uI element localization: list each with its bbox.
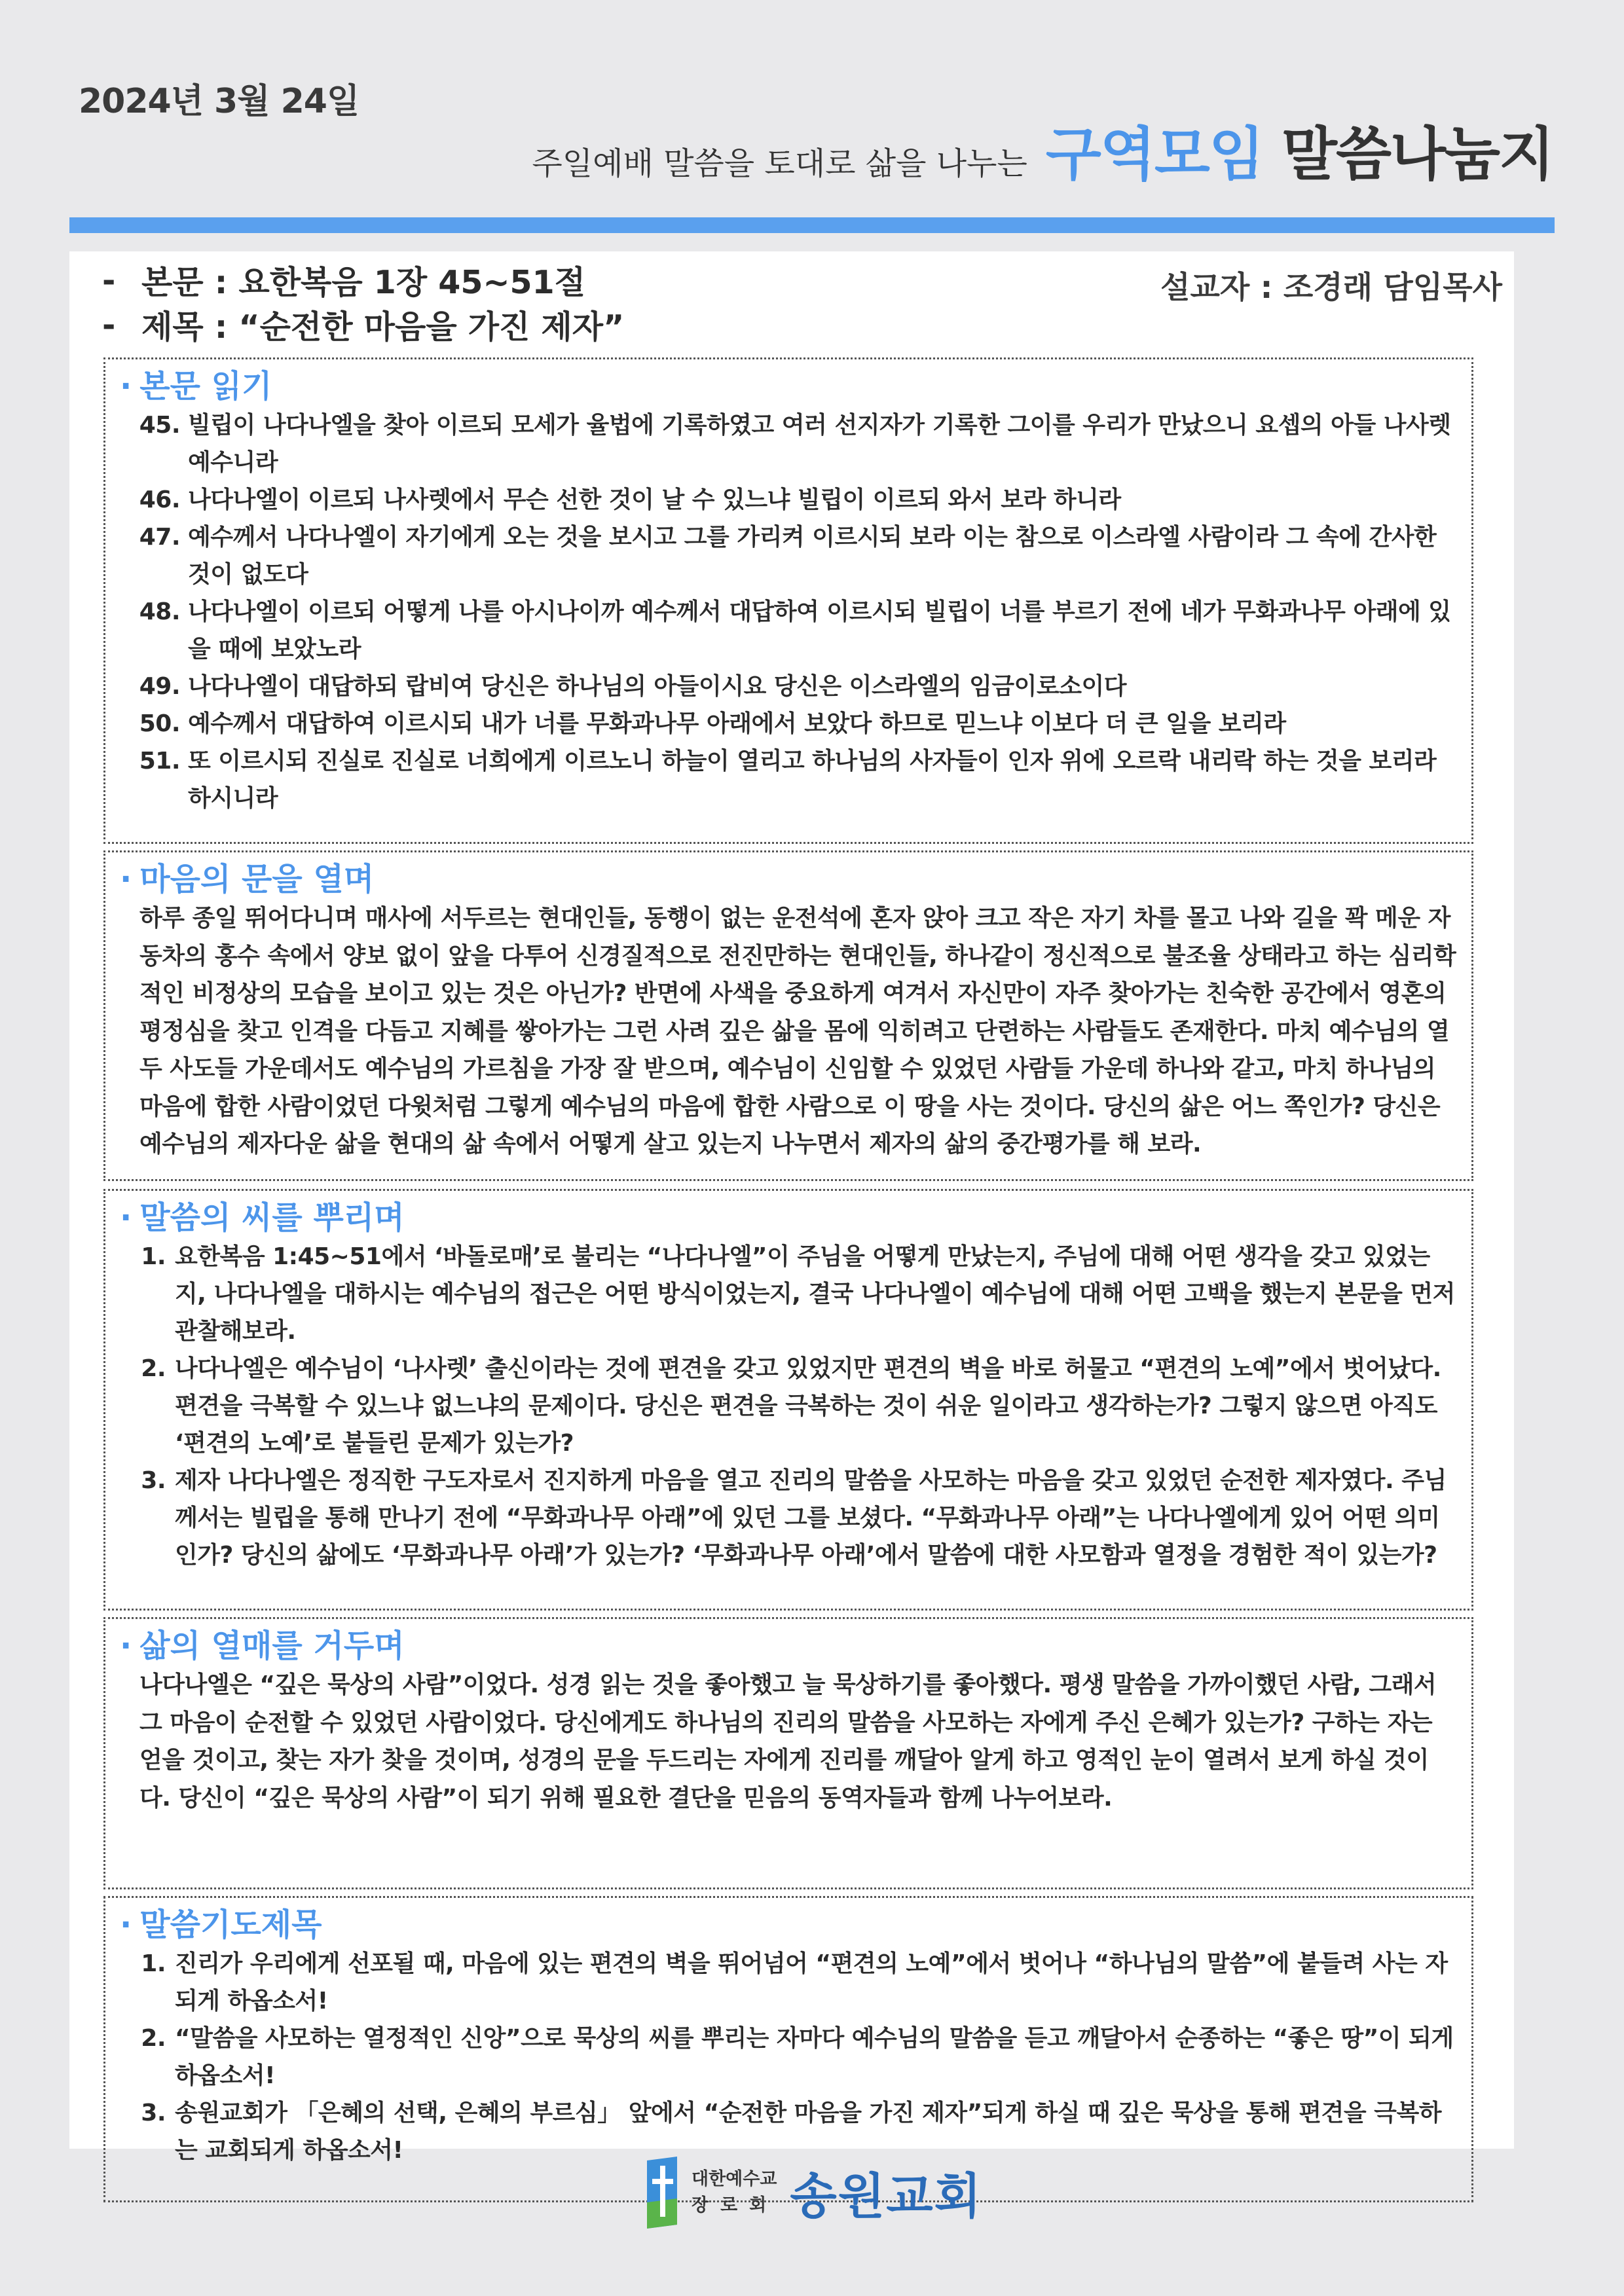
denomination-label (692, 2166, 778, 2219)
item-number: 1. (141, 1950, 166, 1977)
jemok-text: 제목 : “순전한 마음을 가진 제자” (141, 308, 625, 346)
section-heading-text: 삶의 열매를 거두며 (139, 1628, 405, 1664)
cross-logo-icon (644, 2157, 680, 2229)
verse-number: 46. (139, 486, 180, 513)
item-number: 2. (141, 1355, 166, 1382)
section-heading-text: 말씀기도제목 (139, 1906, 322, 1943)
verse-number: 49. (139, 673, 180, 700)
section-heading-text: 말씀의 씨를 뿌리며 (139, 1199, 405, 1236)
fruit-text: 나다나엘은 “깊은 묵상의 사람”이었다. 성경 읽는 것을 좋아했고 늘 묵상하기를 좋아했다. 평생 말씀을 가까이했던 사람, 그래서 그 마음이 순전할 수 있었던 사람이었다. 당신에게도 하나님의 진리의 말씀을 사모하는 자에게 주신 은혜가 있는가? 구하는 자는 얻을 것이고, 찾는 자가 찾을 것이며, 성경의 문을 두드리는 자에게 진리를 깨달아 알게 하고 영적인 눈이 열려서 보게 하실 것이다. 당신이 “깊은 묵상의 사람”이 되기 위해 필요한 결단을 믿음의 동역자들과 함께 나누어보라. (139, 1671, 1437, 1812)
verse-number: 50. (139, 710, 180, 737)
verse-text: 나다나엘이 이르되 나사렛에서 무슨 선한 것이 날 수 있느냐 빌립이 이르되 와서 보라 하니라 (188, 486, 1121, 513)
list-item (120, 668, 1460, 705)
section-reading (103, 357, 1473, 844)
list-item (120, 1945, 1460, 2020)
item-text: 진리가 우리에게 선포될 때, 마음에 있는 편견의 벽을 뛰어넘어 “편견의 노예”에서 벗어나 “하나님의 말씀”에 붙들려 사는 자 되게 하옵소서! (175, 1950, 1448, 2014)
item-text: 요한복음 1:45~51에서 ‘바돌로매’로 불리는 “나다나엘”이 주님을 어떻게 만났는지, 주님에 대해 어떤 생각을 갖고 있었는지, 나다나엘을 대하시는 예수님의 접근은 어떤 방식이었는지, 결국 나다나엘이 예수님에 대해 어떤 고백을 했는지 본문을 먼저 관찰해보라. (175, 1243, 1455, 1345)
bullet-dot-icon: · (120, 1628, 132, 1664)
verse-text: 나다나엘이 이르되 어떻게 나를 아시나이까 예수께서 대답하여 이르시되 빌립이 너를 부르기 전에 네가 무화과나무 아래에 있을 때에 보았노라 (188, 598, 1451, 663)
bonmun-line (102, 258, 624, 302)
bullet-dot-icon: · (120, 1199, 132, 1236)
title-highlight: 구역모임 (1045, 120, 1263, 188)
title-main: 말씀나눔지 (1281, 120, 1553, 188)
bullet-dot-icon: · (120, 1906, 132, 1943)
verse-text: 예수께서 나다나엘이 자기에게 오는 것을 보시고 그를 가리켜 이르시되 보라 이는 참으로 이스라엘 사람이라 그 속에 간사한 것이 없도다 (188, 524, 1437, 588)
denomination-line2: 장로회 (692, 2195, 779, 2215)
list-item (120, 481, 1460, 519)
bonmun-text: 본문 : 요한복음 1장 45~51절 (141, 264, 586, 301)
item-text: 송원교회가 「은혜의 선택, 은혜의 부르심」 앞에서 “순전한 마음을 가진 제자”되게 하실 때 깊은 묵상을 통해 편견을 극복하는 교회되게 하옵소서! (175, 2100, 1441, 2164)
section-heading (120, 366, 1460, 407)
item-number: 2. (141, 2025, 166, 2052)
verse-number: 47. (139, 524, 180, 551)
section-heading (120, 859, 1460, 900)
section-heading-text: 본문 읽기 (139, 368, 272, 405)
section-heading (120, 1904, 1460, 1945)
verse-number: 48. (139, 598, 180, 625)
church-logo (644, 2157, 982, 2229)
list-item (120, 705, 1460, 742)
item-number: 3. (141, 2100, 166, 2126)
page-title (532, 109, 1553, 191)
sermon-meta (102, 258, 624, 347)
item-number: 3. (141, 1467, 166, 1494)
list-item (120, 407, 1460, 481)
page-subtitle: 주일예배 말씀을 토대로 삶을 나누는 (532, 145, 1027, 182)
church-name: 송원교회 (790, 2168, 983, 2225)
item-text: “말씀을 사모하는 열정적인 신앙”으로 묵상의 씨를 뿌리는 자마다 예수님의 말씀을 듣고 깨달아서 순종하는 “좋은 땅”이 되게 하옵소서! (175, 2025, 1454, 2089)
bullet-dot-icon: · (120, 861, 132, 898)
verse-number: 51. (139, 748, 180, 774)
verse-text: 나다나엘이 대답하되 랍비여 당신은 하나님의 아들이시요 당신은 이스라엘의 임금이로소이다 (188, 673, 1127, 700)
bullet-dot-icon: · (120, 368, 132, 405)
verse-text: 빌립이 나다나엘을 찾아 이르되 모세가 율법에 기록하였고 여러 선지자가 기록한 그이를 우리가 만났으니 요셉의 아들 나사렛 예수니라 (188, 412, 1451, 476)
list-item (120, 519, 1460, 593)
list-item (120, 593, 1460, 668)
section-heading (120, 1197, 1460, 1238)
list-item (120, 1238, 1460, 1350)
list-item (120, 742, 1460, 817)
section-heading-text: 마음의 문을 열며 (139, 861, 375, 898)
list-item (120, 2020, 1460, 2094)
header-divider (69, 217, 1555, 233)
item-number: 1. (141, 1243, 166, 1270)
item-text: 제자 나다나엘은 정직한 구도자로서 진지하게 마음을 열고 진리의 말씀을 사모하는 마음을 갖고 있었던 순전한 제자였다. 주님께서는 빌립을 통해 만나기 전에 “무화과나무 아래”에 있던 그를 보셨다. “무화과나무 아래”는 나다나엘에게 있어 어떤 의미인가? 당신의 삶에도 ‘무화과나무 아래’가 있는가? ‘무화과나무 아래’에서 말씀에 대한 사모함과 열정을 경험한 적이 있는가? (175, 1467, 1447, 1569)
content-panel (69, 251, 1514, 2164)
section-fruit (103, 1617, 1473, 1889)
denomination-line1: 대한예수교 (692, 2169, 777, 2189)
section-seed (103, 1189, 1473, 1611)
verse-number: 45. (139, 412, 180, 439)
page-date: 2024년 3월 24일 (79, 82, 360, 121)
verse-list (120, 407, 1460, 817)
question-list (120, 1238, 1460, 1574)
verse-text: 예수께서 대답하여 이르시되 내가 너를 무화과나무 아래에서 보았다 하므로 믿느냐 이보다 더 큰 일을 보리라 (188, 710, 1286, 737)
jemok-line (102, 302, 624, 347)
section-heading (120, 1626, 1460, 1666)
list-item (120, 1350, 1460, 1462)
opening-text: 하루 종일 뛰어다니며 매사에 서두르는 현대인들, 동행이 없는 운전석에 혼자 앉아 크고 작은 자기 차를 몰고 나와 길을 꽉 메운 자동차의 홍수 속에서 양보 없이 앞을 다투어 신경질적으로 전진만하는 현대인들, 하나같이 정신적으로 불조율 상태라고 하는 심리학적인 비정상의 모습을 보이고 있는 것은 아닌가? 반면에 사색을 중요하게 여겨서 자신만이 자주 찾아가는 친숙한 공간에서 영혼의 평정심을 찾고 인격을 다듬고 지혜를 쌓아가는 그런 사려 깊은 삶을 몸에 익히려고 단련하는 사람들도 존재한다. 마치 예수님의 열두 사도들 가운데서도 예수님의 가르침을 가장 잘 받으며, 예수님이 신임할 수 있었던 사람들 가운데 하나와 같고, 마치 하나님의 마음에 합한 사람이었던 다윗처럼 그렇게 예수님의 마음에 합한 사람으로 이 땅을 사는 것이다. 당신의 삶은 어느 쪽인가? 당신은 예수님의 제자다운 삶을 현대의 삶 속에서 어떻게 살고 있는지 나누면서 제자의 삶의 중간평가를 해 보라. (139, 905, 1456, 1157)
dash-bullet: - (102, 306, 116, 344)
preacher-name: 설교자 : 조경래 담임목사 (1160, 270, 1502, 306)
item-text: 나다나엘은 예수님이 ‘나사렛’ 출신이라는 것에 편견을 갖고 있었지만 편견의 벽을 바로 허물고 “편견의 노예”에서 벗어났다. 편견을 극복할 수 있느냐 없느냐의 문제이다. 당신은 편견을 극복하는 것이 쉬운 일이라고 생각하는가? 그렇지 않으면 아직도 ‘편견의 노예’로 붙들린 문제가 있는가? (175, 1355, 1441, 1457)
section-opening (103, 850, 1473, 1181)
dash-bullet: - (102, 261, 116, 299)
verse-text: 또 이르시되 진실로 진실로 너희에게 이르노니 하늘이 열리고 하나님의 사자들이 인자 위에 오르락 내리락 하는 것을 보리라 하시니라 (188, 748, 1437, 812)
list-item (120, 1462, 1460, 1574)
prayer-list (120, 1945, 1460, 2169)
